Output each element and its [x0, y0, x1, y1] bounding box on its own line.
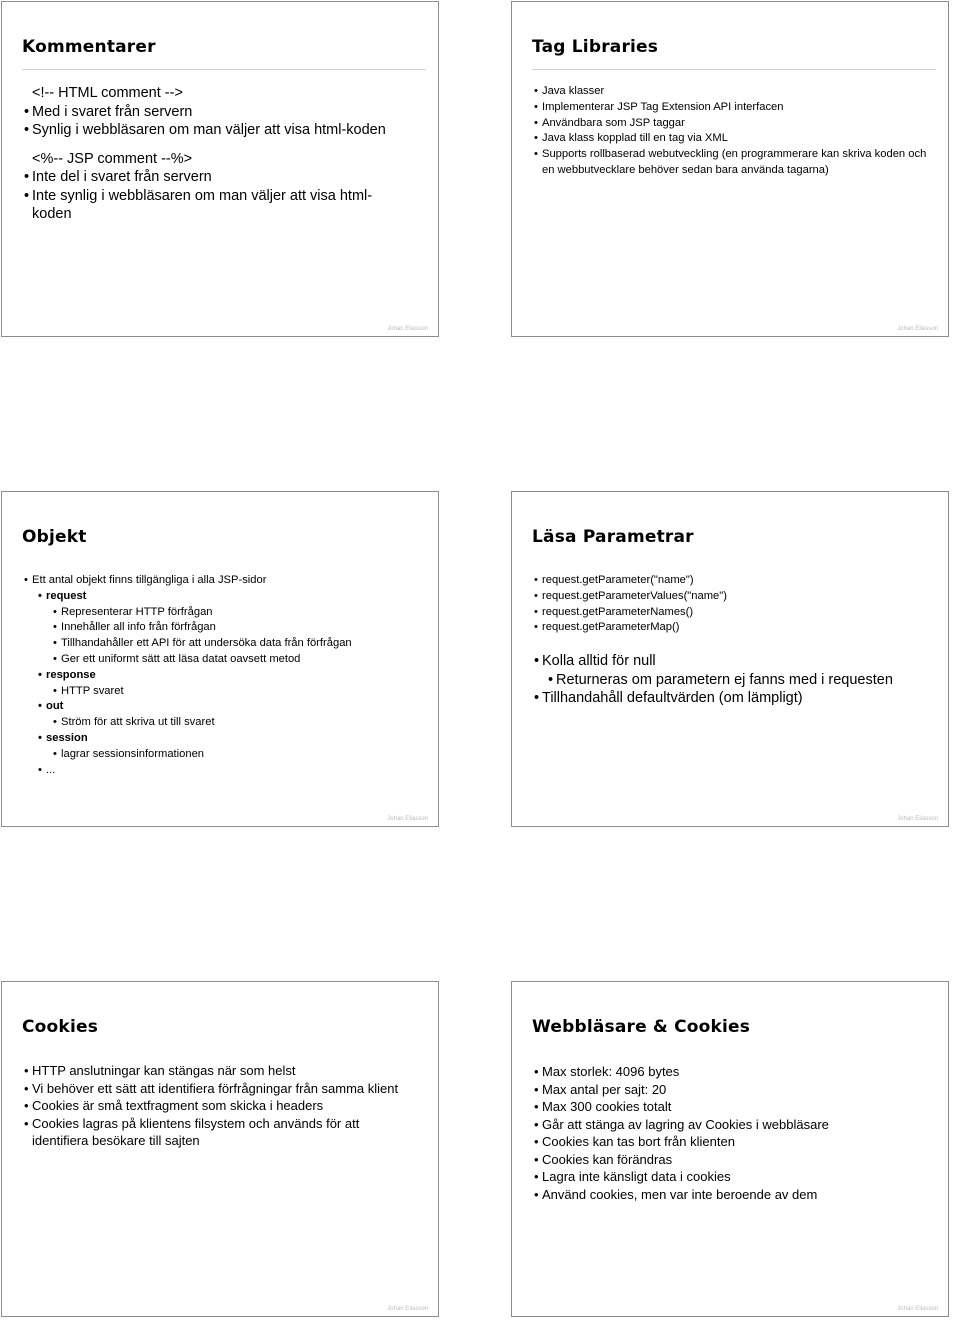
list-item: • Supports rollbaserad webutveckling (en programmerare kan skriva koden och en webbutvecklare behöver sedan bara använda tagarna) [534, 147, 934, 179]
list-item: • Max antal per sajt: 20 [534, 1081, 934, 1099]
list-item: • Inte synlig i webbläsaren om man väljer att visa html-koden [24, 187, 424, 224]
list-item: • Cookies kan förändras [534, 1151, 934, 1169]
list-item: • Kolla alltid för null [534, 652, 934, 671]
list-item: • request.getParameterValues("name") [534, 589, 934, 605]
slide-title: Objekt [22, 527, 87, 547]
footer-author: Johan Eliasson [387, 816, 428, 822]
list-item: • request [24, 589, 424, 605]
list-item: • Cookies kan tas bort från klienten [534, 1133, 934, 1151]
list-item: • Returneras om parametern ej fanns med i requesten [534, 671, 934, 690]
list-item: • Vi behöver ett sätt att identifiera förfrågningar från samma klient [24, 1080, 424, 1098]
list-item: • request.getParameterNames() [534, 605, 934, 621]
footer-author: Johan Eliasson [387, 326, 428, 332]
slide-tag-libraries [511, 1, 949, 337]
list-item: • request.getParameterMap() [534, 620, 934, 636]
list-item: • Ström för att skriva ut till svaret [24, 715, 424, 731]
list-item: • response [24, 668, 424, 684]
slide-lasa-parametrar [511, 491, 949, 827]
list-item: • Inte del i svaret från servern [24, 168, 424, 187]
slide-objekt [1, 491, 439, 827]
bullet-list [24, 84, 424, 224]
list-item: • lagrar sessionsinformationen [24, 747, 424, 763]
title-divider [532, 69, 936, 70]
bullet-list-methods [534, 573, 934, 636]
slide-title: Webbläsare & Cookies [532, 1017, 751, 1037]
spacer [24, 140, 424, 150]
footer-author: Johan Eliasson [897, 326, 938, 332]
list-item: • Ett antal objekt finns tillgängliga i alla JSP-sidor [24, 573, 424, 589]
list-item: • HTTP anslutningar kan stängas när som helst [24, 1062, 424, 1080]
slide-title: Kommentarer [22, 37, 156, 57]
list-item: • HTTP svaret [24, 684, 424, 700]
list-item: • Implementerar JSP Tag Extension API interfacen [534, 100, 934, 116]
list-item: • out [24, 699, 424, 715]
list-item: • Använd cookies, men var inte beroende av dem [534, 1186, 934, 1204]
list-item: • Tillhandahåll defaultvärden (om lämpligt) [534, 689, 934, 708]
list-item: • Tillhandahåller ett API för att undersöka data från förfrågan [24, 636, 424, 652]
list-item: • Java klass kopplad till en tag via XML [534, 131, 934, 147]
slide-cookies [1, 981, 439, 1317]
list-item: • Representerar HTTP förfrågan [24, 605, 424, 621]
list-item: • Går att stänga av lagring av Cookies i webbläsare [534, 1116, 934, 1134]
list-item: <!-- HTML comment --> [32, 85, 183, 101]
slide-kommentarer [1, 1, 439, 337]
bullet-list-notes [534, 652, 934, 708]
bullet-list [534, 1063, 934, 1203]
list-item: • Cookies lagras på klientens filsystem och används för att identifiera besökare till sajten [24, 1115, 424, 1150]
bullet-list [24, 1062, 424, 1150]
bullet-list [534, 84, 934, 179]
slide-webblasare-cookies [511, 981, 949, 1317]
list-item: • Ger ett uniformt sätt att läsa datat oavsett metod [24, 652, 424, 668]
list-item: • session [24, 731, 424, 747]
list-item: • Java klasser [534, 84, 934, 100]
slide-title: Läsa Parametrar [532, 527, 694, 547]
list-item: • Synlig i webbläsaren om man väljer att visa html-koden [24, 121, 424, 140]
title-divider [22, 69, 426, 70]
slide-title: Cookies [22, 1017, 99, 1037]
list-item: • Innehåller all info från förfrågan [24, 620, 424, 636]
list-item: • Lagra inte känsligt data i cookies [534, 1168, 934, 1186]
list-item: • Användbara som JSP taggar [534, 116, 934, 132]
list-item: • Max storlek: 4096 bytes [534, 1063, 934, 1081]
footer-author: Johan Eliasson [387, 1306, 428, 1312]
list-item: <%-- JSP comment --%> [32, 150, 193, 167]
slide-title: Tag Libraries [532, 37, 659, 57]
list-item: • Cookies är små textfragment som skicka i headers [24, 1097, 424, 1115]
list-item: • request.getParameter("name") [534, 573, 934, 589]
footer-author: Johan Eliasson [897, 816, 938, 822]
list-item: • Med i svaret från servern [24, 103, 424, 122]
footer-author: Johan Eliasson [897, 1306, 938, 1312]
bullet-list [24, 573, 424, 778]
list-item: • ... [24, 763, 424, 779]
list-item: • Max 300 cookies totalt [534, 1098, 934, 1116]
